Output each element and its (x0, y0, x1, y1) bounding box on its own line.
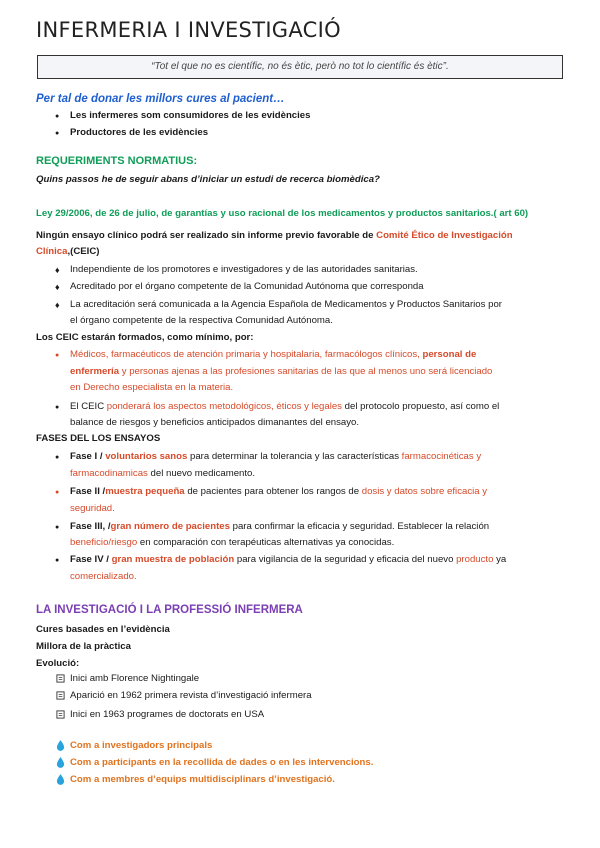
phase-2-dose: dosis y datos sobre eficacia y (361, 486, 488, 497)
phase-4-label: Fase IV / (70, 554, 112, 565)
ceic-item: La acreditación será comunicada a la Agencia Española de Medicamentos y Productos Sanitarios por (70, 299, 502, 310)
intro-heading: Per tal de donar les millors cures al pacient… (36, 93, 285, 105)
profession-heading: LA INVESTIGACIÓ I LA PROFESSIÓ INFERMERA (36, 604, 303, 616)
formed-1b: personal de (422, 349, 477, 360)
profession-line: Cures basades en l’evidència (36, 624, 170, 635)
phase-3-label: Fase III, / (70, 521, 111, 532)
bullet-icon (55, 399, 59, 416)
phase-2-text: de pacientes para obtener los rangos de (184, 486, 362, 497)
phase-1-pd: farmacodinamicas (70, 468, 148, 479)
phase-1-pk: farmacocinéticas y (401, 451, 482, 462)
role-item: Com a participants en la recollida de dades o en les intervencions. (70, 757, 374, 768)
phase-3-sample: gran número de pacientes (110, 521, 230, 532)
formed-2c: del protocolo propuesto, así como el (341, 401, 500, 412)
formed-item-2-line2: balance de riesgos y beneficios anticipados dimanantes del ensayo. (70, 417, 360, 428)
law-reference: Ley 29/2006, de 26 de julio, de garantías y uso racional de los medicamentos y productos sanitarios.( art 60) (36, 208, 529, 219)
phase-4-product: producto (456, 554, 494, 565)
ceic-item: Acreditado por el órgano competente de la Comunidad Autónoma que corresponda (70, 281, 424, 292)
page-title: INFERMERIA I INVESTIGACIÓ (36, 18, 341, 42)
checkbox-icon (56, 674, 65, 683)
profession-line: Evolució: (36, 658, 80, 669)
phase-4 (70, 552, 570, 568)
requirements-heading: REQUERIMENTS NORMATIUS: (36, 155, 198, 167)
ceic-highlight-cont: Clínica (36, 246, 68, 257)
phase-1-sample: voluntarios sanos (105, 451, 188, 462)
bullet-icon (55, 449, 59, 466)
diamond-icon (55, 297, 60, 314)
phase-1-end: del nuevo medicamento. (147, 468, 256, 479)
checkbox-icon (56, 691, 65, 700)
intro-item: Les infermeres som consumidores de les evidències (70, 110, 311, 121)
phase-1-text: para determinar la tolerancia y las características (187, 451, 402, 462)
phase-4-sample: gran muestra de población (111, 554, 235, 565)
bullet-icon (55, 125, 59, 142)
phase-2 (70, 484, 570, 500)
formed-2b: ponderará los aspectos metodológicos, éticos y legales (106, 401, 342, 412)
bullet-icon (55, 108, 59, 125)
phase-4-text: para vigilancia de la seguridad y eficacia del nuevo (234, 554, 457, 565)
phases-heading: FASES DEL LOS ENSAYOS (36, 433, 161, 444)
profession-line: Millora de la pràctica (36, 641, 131, 652)
ceic-highlight: Comité Ético de Investigación (376, 230, 513, 241)
formed-item-1-line3: en Derecho especialista en la materia. (70, 382, 234, 393)
bullet-icon (55, 552, 59, 569)
phase-2-label: Fase II / (70, 486, 106, 497)
checkbox-icon (56, 710, 65, 719)
phase-2-line2: seguridad. (70, 503, 115, 514)
water-drop-icon (56, 774, 65, 785)
phase-1-line2 (70, 466, 570, 482)
ensayo-end: ,(CEIC) (67, 246, 100, 257)
ensayo-line-2 (36, 245, 99, 258)
ceic-item: Independiente de los promotores e investigadores y de las autoridades sanitarias. (70, 264, 418, 275)
ensayo-line (36, 229, 513, 242)
formed-item-1 (70, 347, 570, 363)
formed-1c: enfermería (70, 366, 120, 377)
phase-4-line2: comercializado. (70, 571, 137, 582)
bullet-icon (55, 347, 59, 364)
formed-item-1-line2 (70, 364, 570, 380)
formed-heading: Los CEIC estarán formados, como mínimo, por: (36, 332, 254, 343)
formed-1d: y personas ajenas a las profesiones sanitarias de las que al menos uno será licenciado (119, 366, 493, 377)
phase-2-sample: muestra pequeña (105, 486, 185, 497)
intro-item: Productores de les evidències (70, 127, 209, 138)
role-item: Com a membres d’equips multidisciplinars d’investigació. (70, 774, 335, 785)
water-drop-icon (56, 740, 65, 751)
ceic-item-cont: el órgano competente de la respectiva Comunidad Autónoma. (70, 315, 333, 326)
formed-item-2 (70, 399, 570, 415)
phase-3-text: para confirmar la eficacia y seguridad. Establecer la relación (229, 521, 490, 532)
phase-1-label: Fase I / (70, 451, 106, 462)
bullet-icon (55, 519, 59, 536)
formed-2a: El CEIC (70, 401, 107, 412)
role-item: Com a investigadors principals (70, 740, 213, 751)
diamond-icon (55, 279, 60, 296)
phase-3-line2 (70, 535, 570, 551)
phase-3-benefit: beneficio/riesgo (70, 537, 138, 548)
bullet-icon (55, 484, 59, 501)
ensayo-text: Ningún ensayo clínico podrá ser realizado sin informe previo favorable de (36, 230, 377, 241)
diamond-icon (55, 262, 60, 279)
quote-box: “Tot el que no es científic, no és ètic, però no tot lo científic és ètic”. (37, 55, 563, 79)
phase-3 (70, 519, 570, 535)
requirements-question: Quins passos he de seguir abans d’iniciar un estudi de recerca biomèdica? (36, 174, 380, 185)
phase-3-end: en comparación con terapéuticas alternativas ya conocidas. (137, 537, 395, 548)
evolution-item: Aparició en 1962 primera revista d’investigació infermera (70, 690, 312, 701)
formed-1a: Médicos, farmacéuticos de atención primaria y hospitalaria, farmacólogos clínicos, (70, 349, 423, 360)
evolution-item: Inici en 1963 programes de doctorats en USA (70, 709, 265, 720)
water-drop-icon (56, 757, 65, 768)
evolution-item: Inici amb Florence Nightingale (70, 673, 200, 684)
phase-4-ya: ya (493, 554, 507, 565)
phase-1 (70, 449, 570, 465)
